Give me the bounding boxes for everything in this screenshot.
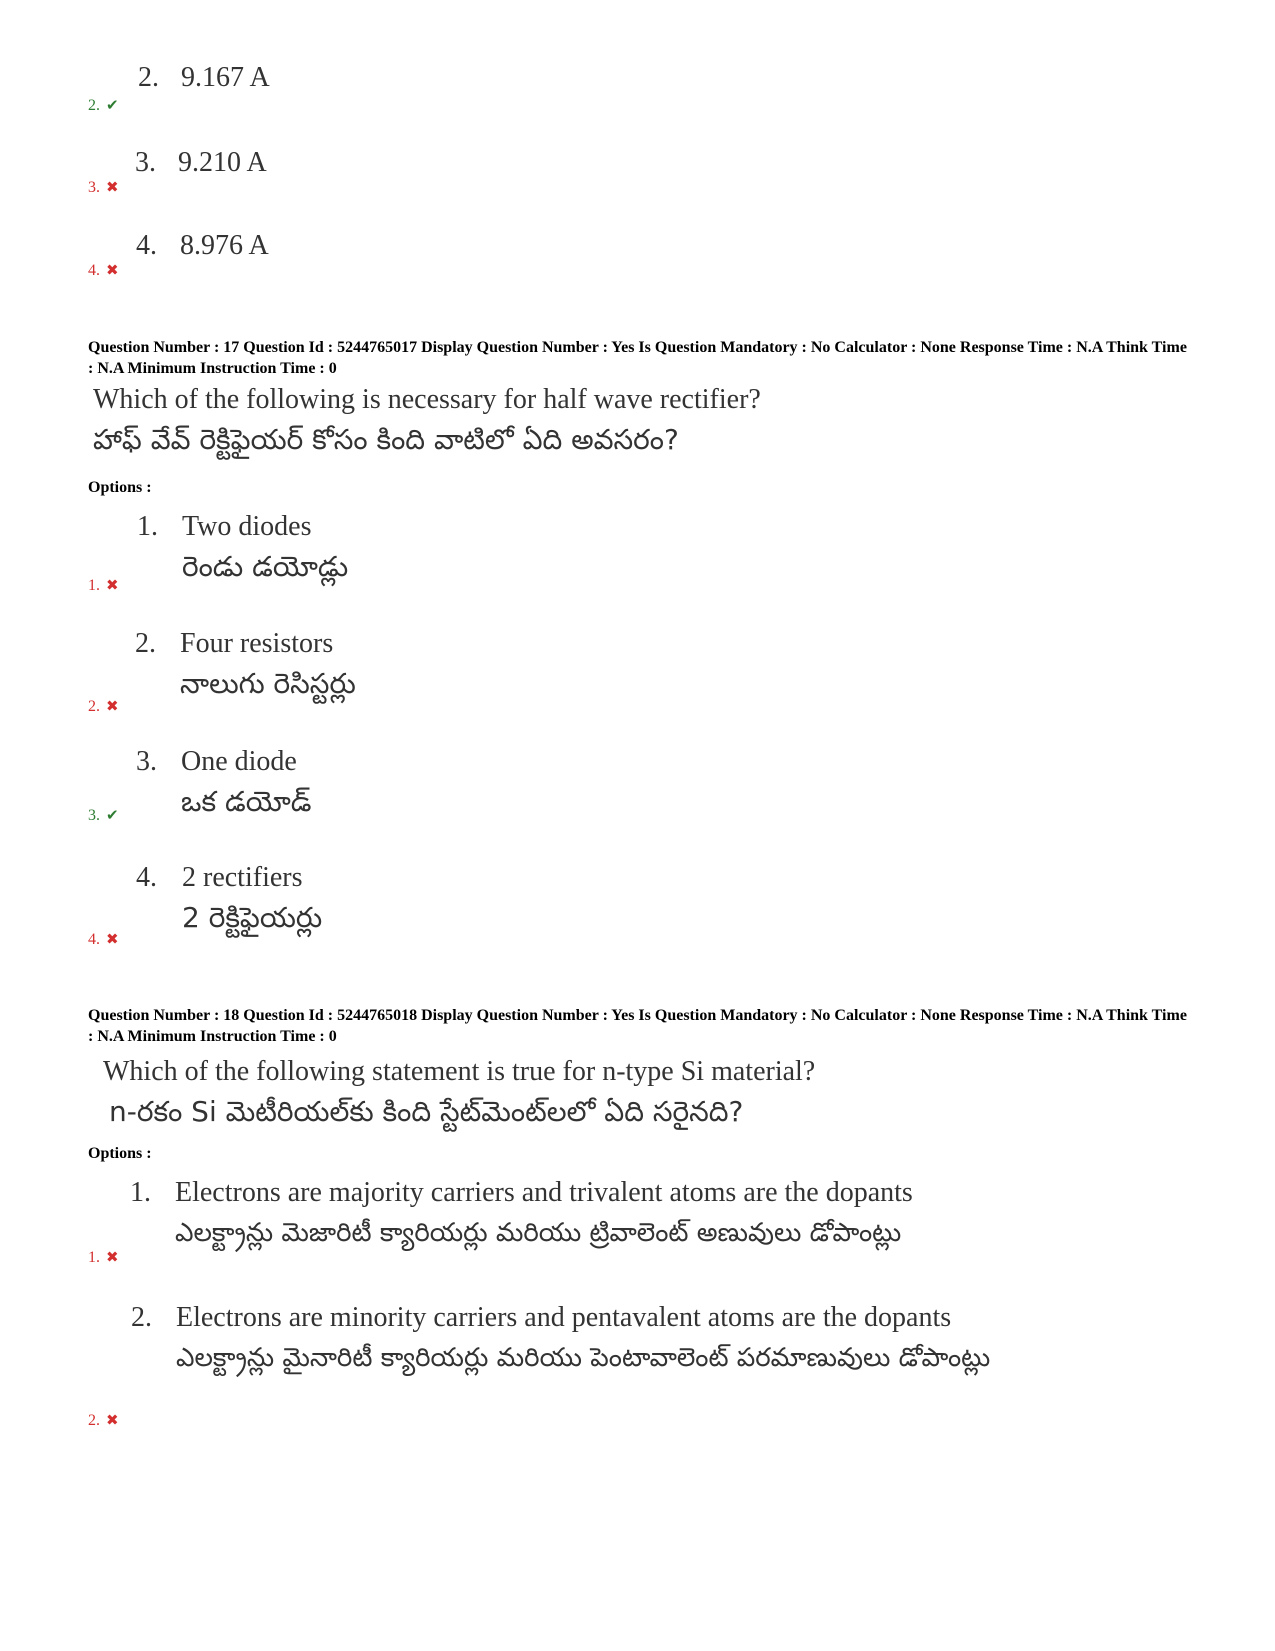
question-text-en: Which of the following statement is true for n-type Si material? [103, 1056, 816, 1087]
option-text: Two diodes రెండు డయోడ్లు [182, 511, 349, 583]
option-number: 2. [135, 628, 156, 659]
option-marker: 2. ✖ [88, 697, 119, 715]
question-text-te: హాఫ్ వేవ్ రెక్టిఫైయర్ కోసం కింది వాటిలో ఏది అవసరం? [93, 423, 679, 456]
option-number: 1. [130, 1177, 151, 1208]
question-text-en: Which of the following is necessary for half wave rectifier? [93, 384, 761, 415]
option-number: 4. [136, 862, 157, 893]
question-text [93, 380, 761, 460]
option-text: 9.167 A [181, 62, 270, 93]
check-icon: ✔ [106, 806, 119, 824]
question-meta: Question Number : 17 Question Id : 5244765017 Display Question Number : Yes Is Question Mandatory : No Calculator : None Response Time : N.A Think Time : N.A Minimum Instruction Time : 0 [88, 339, 1187, 377]
option-number: 1. [137, 511, 158, 542]
cross-icon: ✖ [106, 576, 119, 594]
option-text: One diode ఒక డయోడ్ [181, 746, 312, 818]
options-label: Options : [88, 479, 152, 496]
option-text: 9.210 A [178, 147, 267, 178]
option-marker: 3. ✔ [88, 806, 119, 824]
cross-icon: ✖ [106, 1248, 119, 1266]
option-marker: 2. ✖ [88, 1411, 119, 1429]
option-number: 2. [138, 62, 159, 93]
option-number: 4. [136, 230, 157, 261]
option-marker: 4. ✖ [88, 930, 119, 948]
options-label: Options : [88, 1145, 152, 1162]
cross-icon: ✖ [106, 930, 119, 948]
cross-icon: ✖ [106, 261, 119, 279]
option-text: Electrons are majority carriers and trivalent atoms are the dopants ఎలక్ట్రాన్లు మెజారిటీ క్యారియర్లు మరియు ట్రివాలెంట్ అణువులు డోపాంట్లు [175, 1177, 913, 1248]
option-text: Electrons are minority carriers and pentavalent atoms are the dopants ఎలక్ట్రాన్లు మైనారిటీ క్యారియర్లు మరియు పెంటావాలెంట్ పరమాణువులు డోపాంట్లు [176, 1302, 991, 1373]
option-marker: 1. ✖ [88, 1248, 119, 1266]
option-marker: 1. ✖ [88, 576, 119, 594]
option-number: 3. [135, 147, 156, 178]
option-text: 2 rectifiers 2 రెక్టిఫైయర్లు [182, 862, 323, 934]
check-icon: ✔ [106, 96, 119, 114]
option-text: Four resistors నాలుగు రెసిస్టర్లు [180, 628, 356, 700]
option-marker: 2. ✔ [88, 96, 119, 114]
question-text-te: n-రకం Si మెటీరియల్‌కు కింది స్టేట్‌మెంట్‌లలో ఏది సరైనది? [109, 1095, 744, 1128]
option-marker: 4. ✖ [88, 261, 119, 279]
option-number: 2. [131, 1302, 152, 1333]
cross-icon: ✖ [106, 697, 119, 715]
question-meta: Question Number : 18 Question Id : 5244765018 Display Question Number : Yes Is Question Mandatory : No Calculator : None Response Time : N.A Think Time : N.A Minimum Instruction Time : 0 [88, 1007, 1187, 1045]
option-number: 3. [136, 746, 157, 777]
option-marker: 3. ✖ [88, 178, 119, 196]
option-text: 8.976 A [180, 230, 269, 261]
cross-icon: ✖ [106, 178, 119, 196]
question-text [103, 1052, 815, 1132]
cross-icon: ✖ [106, 1411, 119, 1429]
